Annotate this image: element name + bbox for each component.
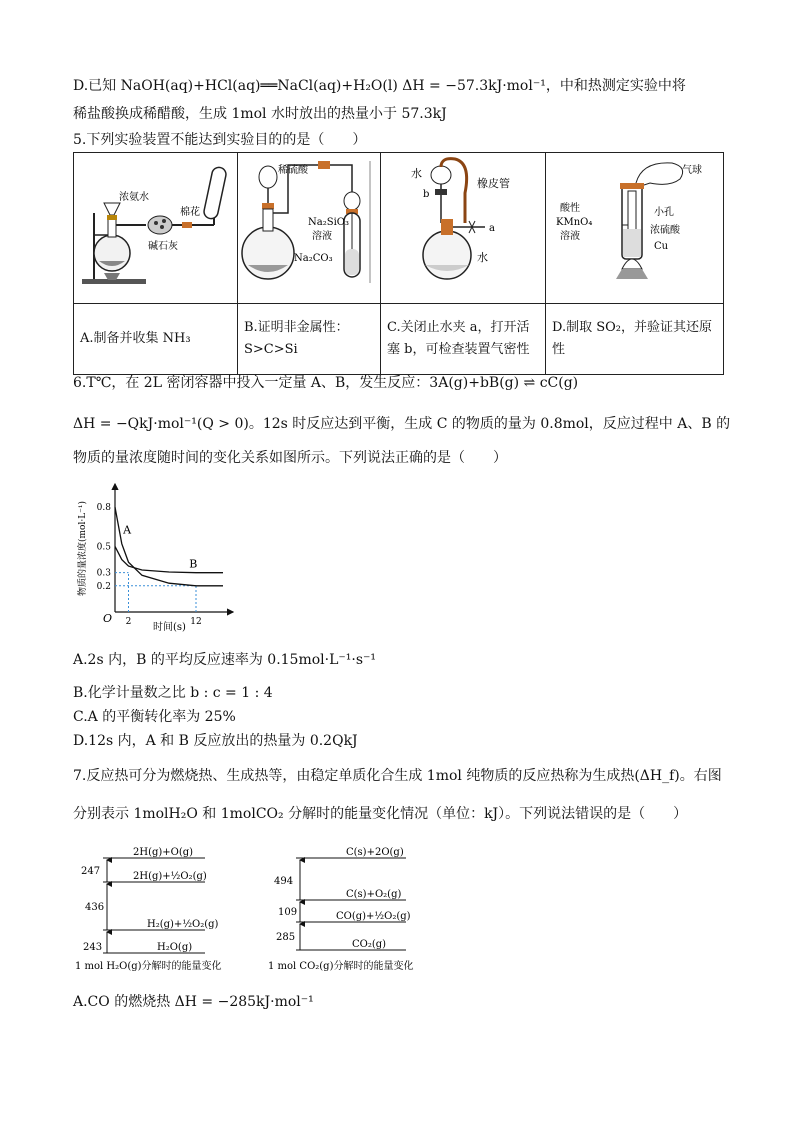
y-tick-label: 0.8	[96, 503, 111, 514]
q5-figure-d	[546, 153, 724, 304]
h2o-level-3: H₂(g)+½O₂(g)	[147, 919, 219, 930]
q4-option-d-line1: D.已知 NaOH(aq)+HCl(aq)══NaCl(aq)+H₂O(l) ΔH = −57.3kJ·mol⁻¹，中和热测定实验中将	[73, 78, 686, 94]
co2-level-1: C(s)+2O(g)	[346, 847, 404, 858]
co2-level-2: C(s)+O₂(g)	[346, 889, 402, 900]
q6-chart	[73, 478, 243, 636]
y-tick-label: 0.5	[96, 542, 111, 553]
label-acid: 稀硫酸	[278, 165, 308, 176]
co2-value-2: 109	[278, 907, 298, 918]
q6-option-b: B.化学计量数之比 b : c = 1 : 4	[73, 685, 273, 701]
q5-stem: 5.下列实验装置不能达到实验目的的是（ ）	[73, 132, 367, 148]
label-b: b	[423, 189, 430, 200]
q6-option-a: A.2s 内，B 的平均反应速率为 0.15mol·L⁻¹·s⁻¹	[73, 652, 377, 668]
label-d-solution: 溶液	[560, 231, 580, 242]
label-silicate: Na₂SiO₃	[308, 217, 349, 228]
q6-option-d: D.12s 内，A 和 B 反应放出的热量为 0.2QkJ	[73, 733, 358, 749]
label-solution: 溶液	[312, 231, 332, 242]
label-lime: 碱石灰	[148, 241, 178, 252]
q5-figure-a	[74, 153, 238, 304]
label-a: a	[489, 223, 495, 234]
q7-stem-1: 7.反应热可分为燃烧热、生成热等，由稳定单质化合生成 1mol 纯物质的反应热称为生成热(ΔH_f)。右图	[73, 768, 722, 784]
co2-value-3: 285	[276, 932, 296, 943]
y-axis-label: 物质的量浓度(mol·L⁻¹)	[78, 500, 88, 596]
x-tick-label: 2	[125, 617, 132, 627]
h2o-caption: 1 mol H₂O(g)分解时的能量变化	[75, 961, 222, 972]
label-ammonia: 浓氨水	[119, 192, 149, 203]
q7-stem-2: 分别表示 1molH₂O 和 1molCO₂ 分解时的能量变化情况（单位：kJ）。下列说法错误的是（ ）	[73, 806, 688, 822]
label-water-top: 水	[411, 167, 422, 180]
h2o-level-4: H₂O(g)	[157, 942, 193, 953]
label-cu: Cu	[654, 241, 669, 252]
q5-option-a: A.制备并收集 NH₃	[74, 304, 238, 375]
label-balloon: 气球	[682, 165, 702, 176]
q7-option-a: A.CO 的燃烧热 ΔH = −285kJ·mol⁻¹	[73, 994, 314, 1010]
co2-level-3: CO(g)+½O₂(g)	[336, 911, 411, 922]
series-a-curve	[115, 507, 223, 586]
label-carbonate: Na₂CO₃	[294, 253, 333, 264]
co2-energy-diagram	[266, 838, 446, 976]
h2o-level-1: 2H(g)+O(g)	[133, 847, 194, 858]
h2o-value-2: 436	[85, 902, 105, 913]
y-tick-label: 0.3	[96, 568, 111, 579]
h2o-level-2: 2H(g)+½O₂(g)	[133, 871, 207, 882]
co2-value-1: 494	[274, 876, 294, 887]
co2-level-4: CO₂(g)	[352, 939, 387, 950]
q6-stem-2: ΔH = −QkJ·mol⁻¹(Q > 0)。12s 时反应达到平衡，生成 C 的物质的量为 0.8mol，反应过程中 A、B 的	[73, 416, 731, 432]
y-tick-label: 0.2	[96, 581, 111, 592]
h2o-value-1: 247	[81, 866, 101, 877]
label-water: 水	[477, 251, 488, 264]
q5-option-d: D.制取 SO₂，并验证其还原性	[546, 304, 724, 375]
q4-option-d-line2: 稀盐酸换成稀醋酸，生成 1mol 水时放出的热量小于 57.3kJ	[73, 106, 447, 122]
x-tick-label: 12	[190, 617, 202, 627]
label-rubber-tube: 橡皮管	[477, 177, 510, 190]
label-hole: 小孔	[654, 207, 674, 218]
q5-option-c: C.关闭止水夹 a，打开活塞 b，可检查装置气密性	[381, 304, 546, 375]
q6-stem-1: 6.T℃，在 2L 密闭容器中投入一定量 A、B，发生反应：3A(g)+bB(g) ⇌ cC(g)	[73, 375, 579, 391]
q5-figure-c	[381, 153, 546, 304]
co2-caption: 1 mol CO₂(g)分解时的能量变化	[268, 961, 414, 972]
q5-table	[73, 152, 724, 375]
origin-label: O	[103, 612, 113, 625]
label-acidic: 酸性	[560, 203, 580, 214]
label-h2so4: 浓硫酸	[650, 225, 680, 236]
series-b-curve	[115, 546, 223, 572]
series-b-label: B	[189, 557, 198, 571]
label-kmno4: KMnO₄	[556, 217, 593, 228]
h2o-energy-diagram	[73, 838, 253, 976]
q5-option-b: B.证明非金属性：S>C>Si	[238, 304, 381, 375]
label-cotton: 棉花	[180, 207, 200, 218]
q6-stem-3: 物质的量浓度随时间的变化关系如图所示。下列说法正确的是（ ）	[73, 450, 507, 466]
h2o-value-3: 243	[83, 942, 103, 953]
x-axis-label: 时间(s)	[153, 622, 186, 633]
q5-figure-b	[238, 153, 381, 304]
q6-option-c: C.A 的平衡转化率为 25%	[73, 709, 236, 725]
series-a-label: A	[123, 523, 132, 537]
